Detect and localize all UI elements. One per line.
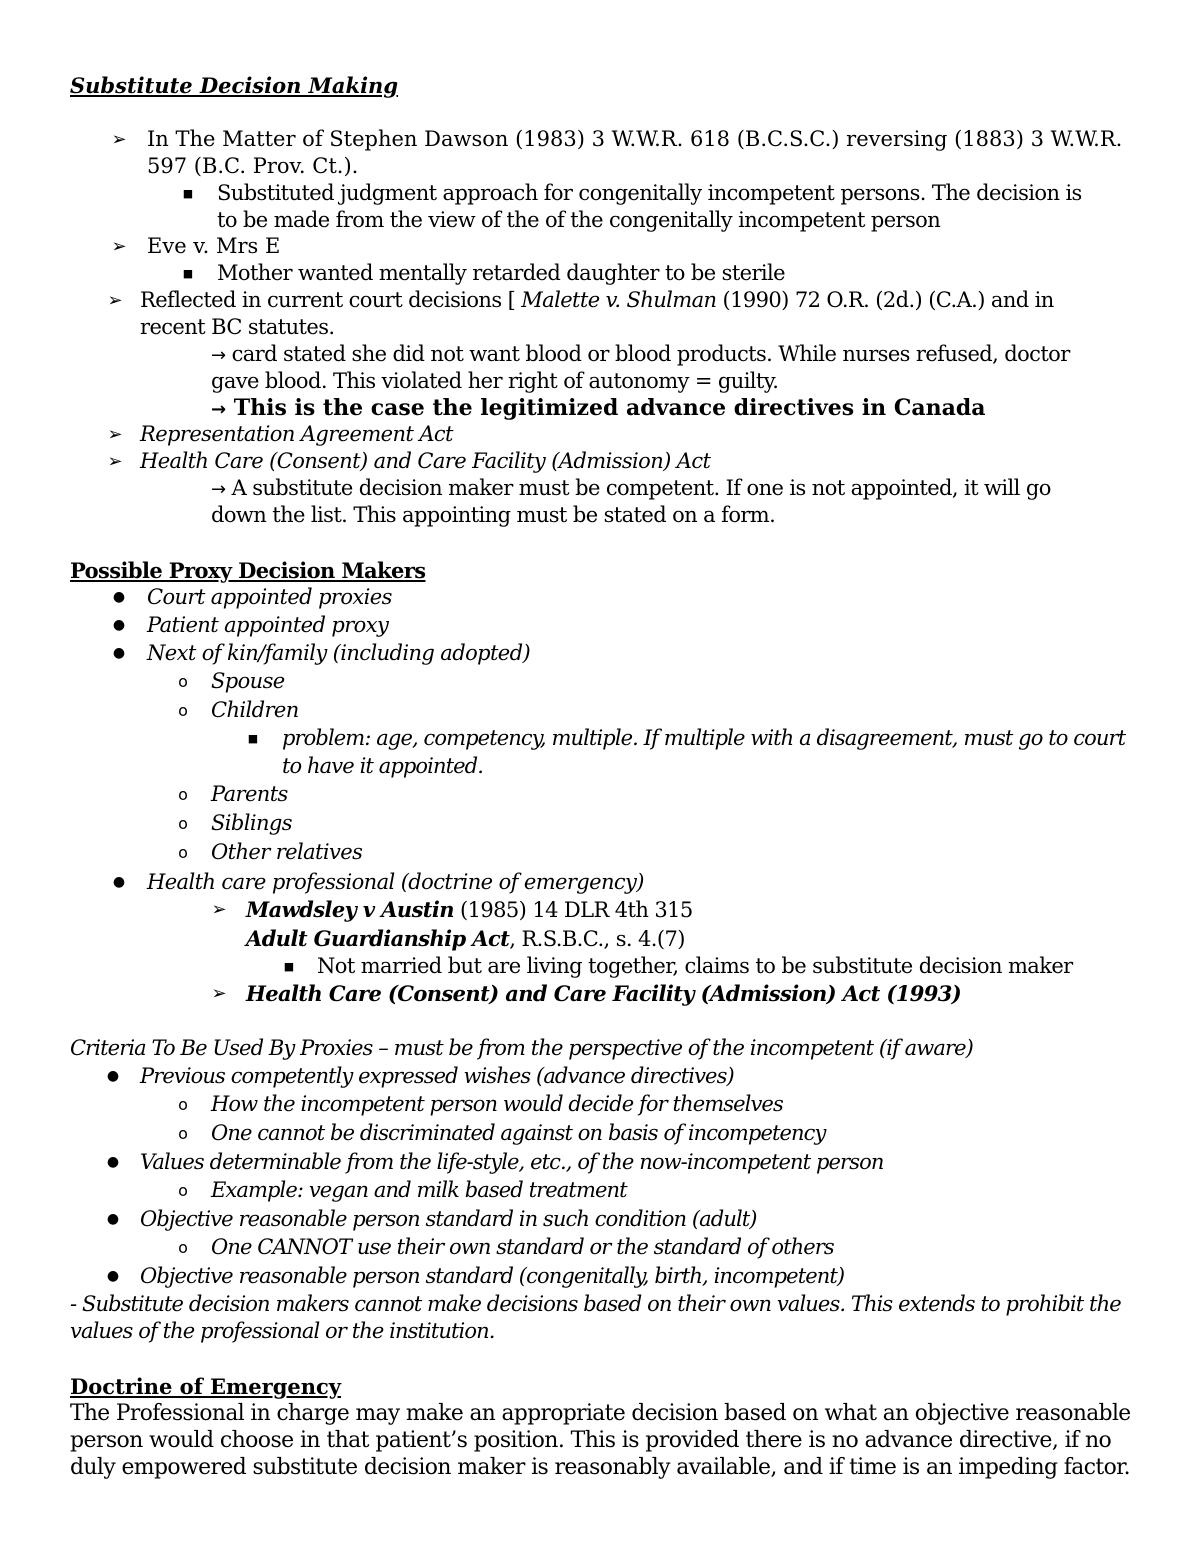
square-bullet-icon: ■ — [182, 187, 194, 200]
criteria-previous-wishes: Previous competently expressed wishes (advance directives) — [140, 1064, 734, 1088]
circle-bullet-icon: o — [178, 843, 188, 862]
reflected-line2: recent BC statutes. — [140, 315, 335, 339]
criteria-note-line1: - Substitute decision makers cannot make decisions based on their own values. This extends to prohibit the — [70, 1292, 1121, 1316]
circle-bullet-icon: o — [178, 1124, 188, 1143]
arrow-bullet-icon: ➢ — [211, 983, 227, 1004]
criteria-objective-congenital: Objective reasonable person standard (congenitally, birth, incompetent) — [140, 1264, 845, 1288]
mawdsley-case-name: Mawdsley v Austin — [246, 897, 454, 922]
criteria-how-decide: How the incompetent person would decide for themselves — [211, 1092, 783, 1116]
square-bullet-icon: ■ — [247, 732, 259, 745]
proxy-item-patient: Patient appointed proxy — [147, 613, 389, 637]
round-bullet-icon: ● — [106, 1068, 120, 1084]
criteria-not-discriminated: One cannot be discriminated against on basis of incompetency — [211, 1121, 826, 1145]
malette-note-line2: gave blood. This violated her right of autonomy = guilty. — [211, 369, 779, 393]
criteria-cannot-own-standard: One CANNOT use their own standard or the standard of others — [211, 1235, 834, 1259]
arrow-bullet-icon: ➢ — [107, 424, 123, 445]
right-arrow-icon: → — [211, 399, 227, 420]
malette-note-line3 — [211, 395, 986, 423]
right-arrow-icon: → — [211, 345, 226, 366]
round-bullet-icon: ● — [112, 589, 126, 605]
dawson-case-line1: In The Matter of Stephen Dawson (1983) 3 W.W.R. 618 (B.C.S.C.) reversing (1883) 3 W.W.R. — [147, 127, 1123, 151]
adult-guardianship-line — [246, 925, 685, 953]
family-siblings: Siblings — [211, 811, 292, 835]
reflected-suffix: (1990) 72 O.R. (2d.) (C.A.) and in — [722, 288, 1054, 312]
hcc-note-text1: A substitute decision maker must be competent. If one is not appointed, it will go — [231, 476, 1051, 500]
adult-guardianship-note: Not married but are living together, claims to be substitute decision maker — [317, 954, 1073, 978]
emergency-paragraph-line1: The Professional in charge may make an appropriate decision based on what an objective reasonable — [70, 1401, 1131, 1426]
health-care-consent-act: Health Care (Consent) and Care Facility (Admission) Act — [140, 449, 711, 473]
malette-note-text1: card stated she did not want blood or blood products. While nurses refused, doctor — [231, 342, 1070, 366]
circle-bullet-icon: o — [178, 1181, 188, 1200]
round-bullet-icon: ● — [112, 645, 126, 661]
right-arrow-icon: → — [211, 479, 226, 500]
arrow-bullet-icon: ➢ — [111, 129, 127, 150]
family-parents: Parents — [211, 782, 288, 806]
section-title-doctrine-of-emergency: Doctrine of Emergency — [70, 1374, 341, 1399]
reflected-line1 — [140, 287, 1054, 314]
malette-case-name: Malette v. Shulman — [521, 288, 717, 312]
round-bullet-icon: ● — [106, 1154, 120, 1170]
arrow-bullet-icon: ➢ — [211, 899, 227, 920]
circle-bullet-icon: o — [178, 1238, 188, 1257]
proxy-item-court: Court appointed proxies — [147, 585, 392, 609]
children-note-line1: problem: age, competency, multiple. If multiple with a disagreement, must go to court — [282, 726, 1126, 750]
mawdsley-case-line — [246, 896, 693, 924]
eve-case-title: Eve v. Mrs E — [147, 234, 281, 258]
emergency-paragraph-line3: duly empowered substitute decision maker is reasonably available, and if time is an impeding factor. — [70, 1455, 1130, 1480]
health-care-consent-act-1993: Health Care (Consent) and Care Facility (Admission) Act (1993) — [246, 981, 962, 1006]
hcc-note-line2: down the list. This appointing must be stated on a form. — [211, 503, 776, 527]
round-bullet-icon: ● — [112, 874, 126, 890]
dawson-case-line2: 597 (B.C. Prov. Ct.). — [147, 154, 359, 178]
square-bullet-icon: ■ — [182, 267, 194, 280]
circle-bullet-icon: o — [178, 814, 188, 833]
section-title-proxy-decision-makers: Possible Proxy Decision Makers — [70, 558, 426, 583]
round-bullet-icon: ● — [112, 617, 126, 633]
adult-guardianship-citation: , R.S.B.C., s. 4.(7) — [509, 927, 685, 951]
criteria-example-vegan: Example: vegan and milk based treatment — [211, 1178, 627, 1202]
round-bullet-icon: ● — [106, 1268, 120, 1284]
family-other-relatives: Other relatives — [211, 840, 363, 864]
circle-bullet-icon: o — [178, 701, 188, 720]
representation-agreement-act: Representation Agreement Act — [140, 422, 453, 446]
criteria-note-line2: values of the professional or the institution. — [70, 1319, 495, 1343]
children-note-line2: to have it appointed. — [282, 754, 483, 778]
malette-note-line1 — [211, 341, 1070, 369]
criteria-values-lifestyle: Values determinable from the life-style, etc., of the now-incompetent person — [140, 1150, 884, 1174]
round-bullet-icon: ● — [106, 1211, 120, 1227]
adult-guardianship-act: Adult Guardianship Act — [246, 926, 510, 951]
arrow-bullet-icon: ➢ — [107, 290, 123, 311]
dawson-note-line1: Substituted judgment approach for congenitally incompetent persons. The decision is — [217, 181, 1082, 205]
hcc-note-line1 — [211, 475, 1051, 503]
family-spouse: Spouse — [211, 669, 285, 693]
arrow-bullet-icon: ➢ — [111, 236, 127, 257]
emergency-paragraph-line2: person would choose in that patient’s position. This is provided there is no advance directive, if no — [70, 1428, 1112, 1453]
circle-bullet-icon: o — [178, 1095, 188, 1114]
reflected-prefix: Reflected in current court decisions [ — [140, 288, 516, 312]
proxy-item-next-of-kin: Next of kin/family (including adopted) — [147, 641, 531, 665]
arrow-bullet-icon: ➢ — [107, 451, 123, 472]
circle-bullet-icon: o — [178, 785, 188, 804]
eve-case-note: Mother wanted mentally retarded daughter to be sterile — [217, 261, 785, 285]
criteria-heading: Criteria To Be Used By Proxies – must be from the perspective of the incompetent (if aware) — [70, 1036, 973, 1060]
mawdsley-citation: (1985) 14 DLR 4th 315 — [460, 898, 693, 922]
dawson-note-line2: to be made from the view of the of the congenitally incompetent person — [217, 208, 941, 232]
malette-note-text3: This is the case the legitimized advance directives in Canada — [233, 395, 986, 421]
criteria-objective-adult: Objective reasonable person standard in such condition (adult) — [140, 1207, 757, 1231]
proxy-item-health-care-professional: Health care professional (doctrine of emergency) — [147, 870, 644, 894]
circle-bullet-icon: o — [178, 672, 188, 691]
section-title-substitute-decision-making: Substitute Decision Making — [70, 73, 399, 98]
square-bullet-icon: ■ — [283, 960, 295, 973]
family-children: Children — [211, 698, 299, 722]
